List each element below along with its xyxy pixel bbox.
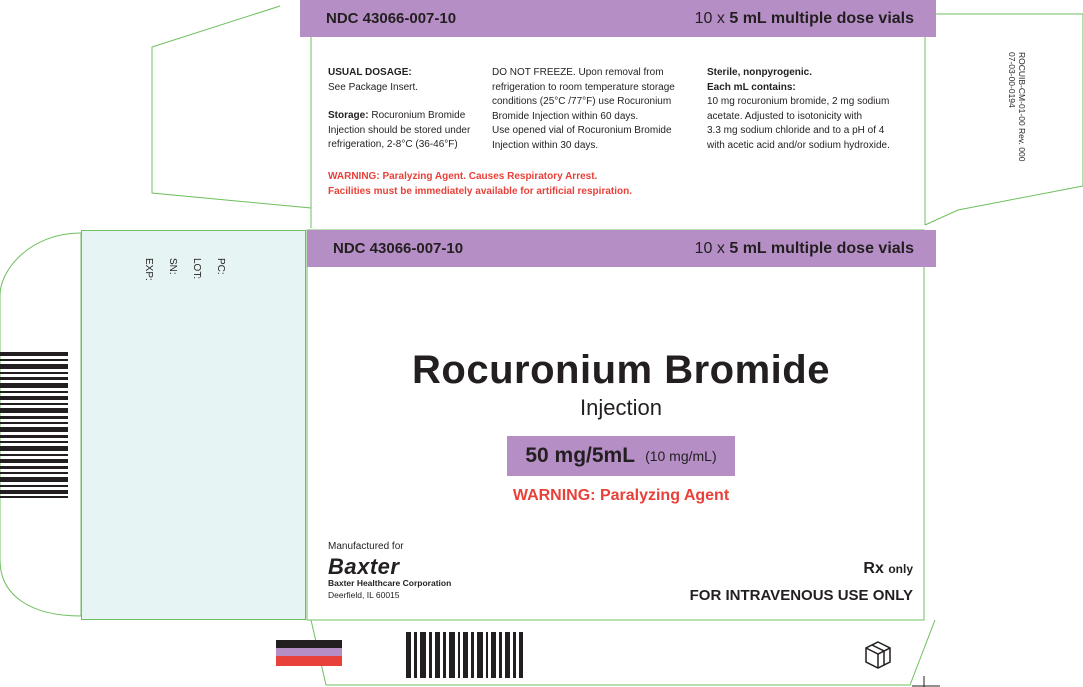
document-codes: ROCUIB-CM-01-00 Rev. 000 07-03-00-0194 (1007, 52, 1027, 162)
purple-swatch (276, 648, 342, 656)
strength-total: 50 mg/5mL (525, 444, 636, 467)
cube-icon (863, 640, 893, 670)
package-count: 10 x 5 mL multiple dose vials (694, 9, 914, 27)
sn-label: SN: (167, 258, 178, 275)
storage-heading: Storage: (328, 110, 369, 121)
main-header-band (307, 230, 936, 267)
dosage-heading: USUAL DOSAGE: (328, 67, 412, 78)
product-subtitle: Injection (580, 395, 662, 420)
batch-fields (136, 258, 232, 281)
corporation-name: Baxter Healthcare Corporation (328, 578, 452, 588)
dosage-text: See Package Insert. (328, 81, 419, 93)
dosage-storage-column: USUAL DOSAGE: See Package Insert. Storage: Rocuronium Bromide Injection should be stored under refrigeration, 2-8°C (36-46°F) (328, 66, 488, 153)
corporation-address: Deerfield, IL 60015 (328, 590, 400, 600)
package-count-main: 10 x 5 mL multiple dose vials (694, 239, 914, 257)
strength-box (507, 436, 735, 476)
black-swatch (276, 640, 342, 648)
ndc-number: NDC 43066-007-10 (326, 10, 457, 27)
respiratory-warning: WARNING: Paralyzing Agent. Causes Respiratory Arrest. Facilities must be immediately available for artificial respiration. (328, 171, 632, 197)
manufactured-for: Manufactured for (328, 541, 404, 552)
lot-label: LOT: (191, 258, 202, 280)
product-title: Rocuronium Bromide (412, 348, 830, 392)
strength-concentration: (10 mg/mL) (645, 448, 717, 464)
side-panel (81, 230, 306, 620)
bottom-barcode (406, 632, 524, 678)
ndc-number-main: NDC 43066-007-10 (333, 240, 464, 257)
freeze-column: DO NOT FREEZE. Upon removal from refrigeration to room temperature storage conditions (25°C /77°F) use Rocuronium Bromide Injection within 60 days. Use opened vial of Rocuronium Bromide Injection within 30 days. (492, 67, 675, 151)
top-header-band (300, 0, 936, 37)
rx-only: Rx only (863, 560, 913, 577)
side-barcode (0, 352, 70, 499)
pc-label: PC: (215, 258, 226, 275)
red-swatch (276, 656, 342, 666)
paralyzing-warning: WARNING: Paralyzing Agent (512, 487, 730, 504)
route-statement: FOR INTRAVENOUS USE ONLY (689, 587, 913, 604)
exp-label: EXP: (143, 258, 154, 281)
baxter-logo: Baxter (328, 554, 400, 579)
composition-column: Sterile, nonpyrogenic. Each mL contains: 10 mg rocuronium bromide, 2 mg sodium acetate. Adjusted to isotonicity with 3.3 mg sodium chloride and to a pH of 4 with acetic acid and/or sodium hydroxide. (707, 67, 890, 151)
